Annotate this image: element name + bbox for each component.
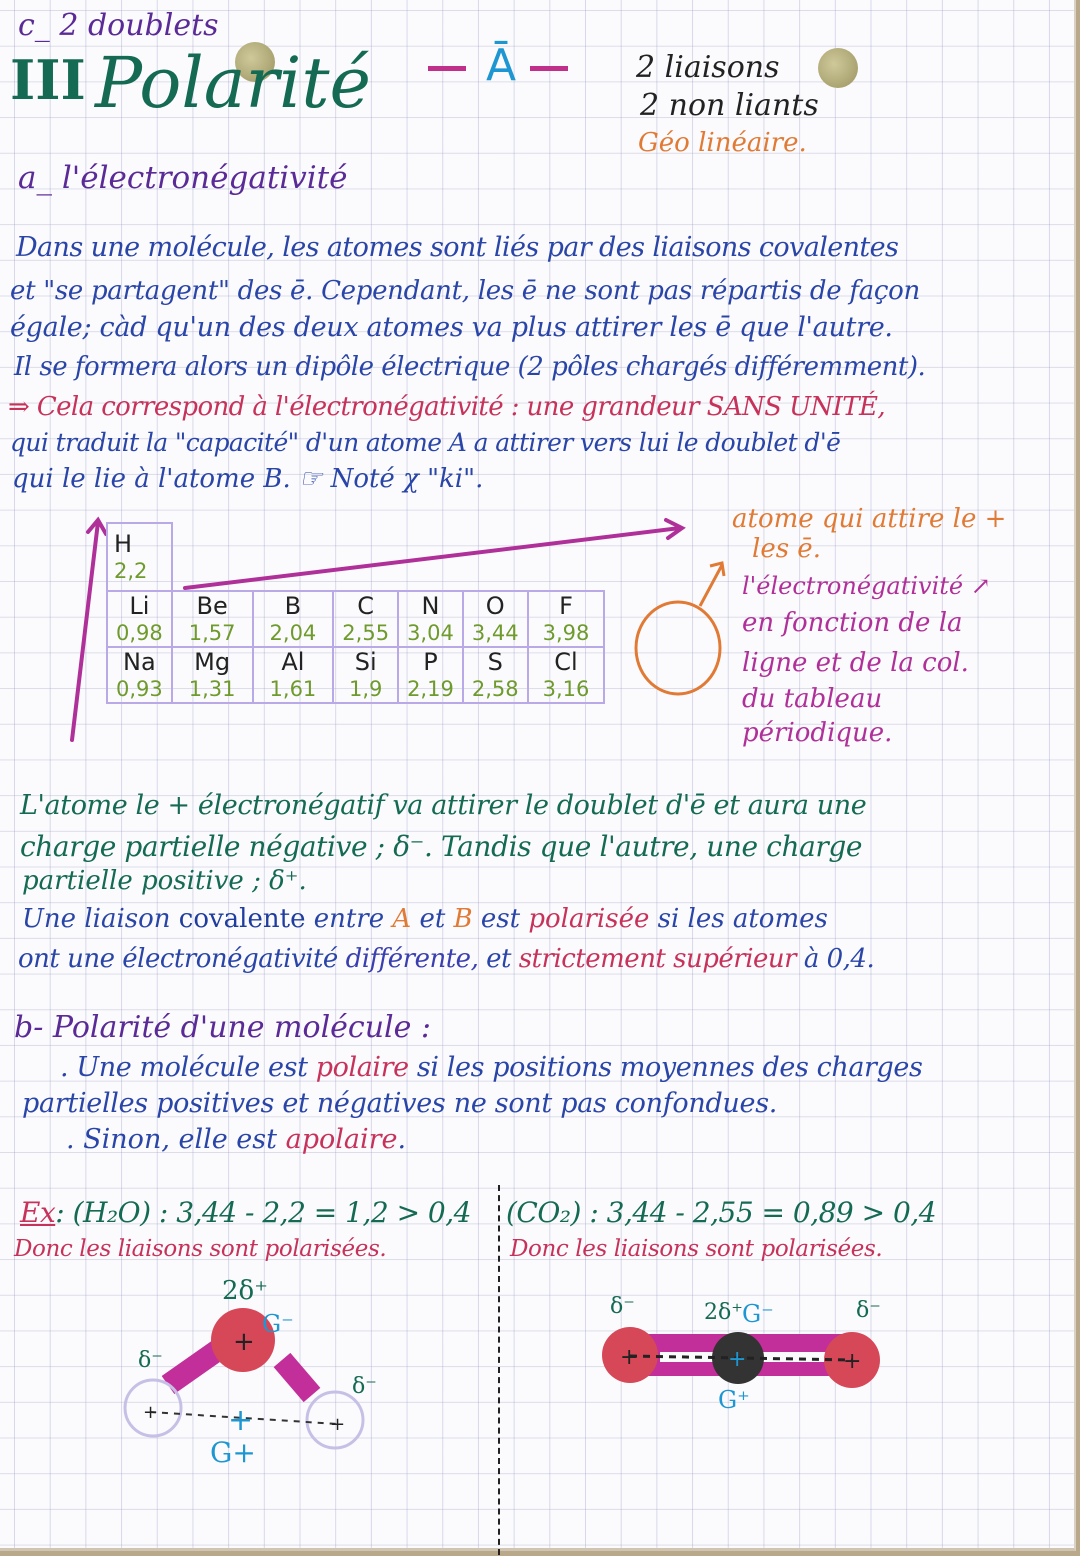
lewis-symbol: Ā — [486, 40, 517, 91]
polarity-line-1: . Une molécule est polaire si les positions moyennes des charges — [60, 1052, 923, 1083]
co2-right-charge: δ⁻ — [856, 1298, 881, 1323]
svg-text:+: + — [330, 1414, 346, 1435]
side-note-orange-1: atome qui attire le + — [732, 504, 1007, 534]
subsection-b-title: b- Polarité d'une molécule : — [14, 1010, 432, 1045]
h2o-g-minus: G⁻ — [262, 1310, 294, 1338]
h2o-g-plus: G+ — [210, 1436, 256, 1469]
co2-left-charge: δ⁻ — [610, 1294, 635, 1319]
example-h2o-formula: Ex: (H₂O) : 3,44 - 2,2 = 1,2 > 0,4 — [20, 1196, 471, 1229]
example-co2-conclusion: Donc les liaisons sont polarisées. — [510, 1236, 883, 1262]
element-cell-B: B 2,04 — [253, 591, 334, 647]
svg-text:+: + — [843, 1349, 862, 1374]
para3-line-1: Une liaison covalente entre A et B est polarisée si les atomes — [22, 904, 828, 934]
para-line-7: qui le lie à l'atome B. ☞ Noté χ "ki". — [12, 464, 484, 494]
svg-text:+: + — [233, 1327, 255, 1357]
para-line-6: qui traduit la "capacité" d'un atome A a attirer vers lui le doublet d'ē — [10, 428, 841, 457]
para-line-4: Il se formera alors un dipôle électrique (2 pôles chargés différemment). — [14, 352, 926, 382]
h2o-center-charge: 2δ⁺ — [222, 1276, 268, 1306]
side-note-magenta-5: périodique. — [742, 718, 893, 748]
para-line-3: égale; càd qu'un des deux atomes va plus attirer les ē que l'autre. — [10, 312, 893, 343]
svg-text:+: + — [228, 1403, 254, 1438]
side-note-magenta-3: ligne et de la col. — [742, 648, 969, 678]
side-note-magenta-4: du tableau — [742, 684, 883, 714]
element-cell-O: O 3,44 — [463, 591, 528, 647]
co2-g-minus: G⁻ — [742, 1300, 774, 1328]
example-co2-formula: (CO₂) : 3,44 - 2,55 = 0,89 > 0,4 — [506, 1196, 937, 1229]
side-note-magenta-2: en fonction de la — [742, 608, 963, 638]
svg-text:+: + — [620, 1345, 639, 1370]
co2-center-charge: 2δ⁺ — [704, 1300, 743, 1325]
element-cell-Li: Li 0,98 — [107, 591, 172, 647]
subsection-a-title: a_ l'électronégativité — [18, 160, 348, 196]
element-cell-F: F 3,98 — [528, 591, 605, 647]
para3-line-2: ont une électronégativité différente, et strictement supérieur à 0,4. — [18, 944, 875, 974]
element-cell-Si: Si 1,9 — [333, 647, 398, 703]
para2-line-2: charge partielle négative ; δ⁻. Tandis que l'autre, une charge — [20, 830, 863, 863]
svg-text:+: + — [728, 1347, 747, 1372]
element-cell-S: S 2,58 — [463, 647, 528, 703]
element-cell-C: C 2,55 — [333, 591, 398, 647]
co2-g-plus: G⁺ — [718, 1386, 750, 1414]
element-cell-H: H 2,2 — [107, 523, 172, 591]
polarity-line-3: . Sinon, elle est apolaire. — [66, 1124, 407, 1155]
para-line-2: et "se partagent" des ē. Cependant, les ē ne sont pas répartis de façon — [10, 276, 920, 306]
svg-text:+: + — [143, 1402, 159, 1423]
para-line-1: Dans une molécule, les atomes sont liés par des liaisons covalentes — [16, 232, 899, 263]
element-cell-Na: Na 0,93 — [107, 647, 172, 703]
h2o-left-charge: δ⁻ — [138, 1348, 163, 1373]
previous-item-heading: c_ 2 doublets — [18, 8, 219, 43]
para2-line-1: L'atome le + électronégatif va attirer le doublet d'ē et aura une — [20, 790, 867, 821]
element-cell-Cl: Cl 3,16 — [528, 647, 605, 703]
polarity-line-2: partielles positives et négatives ne sont pas confondues. — [22, 1088, 778, 1119]
para2-line-3: partielle positive ; δ⁺. — [22, 866, 307, 896]
lewis-note-1: 2 liaisons — [636, 50, 780, 85]
element-cell-P: P 2,19 — [398, 647, 463, 703]
geometry-note: Géo linéaire. — [638, 128, 807, 158]
side-note-orange-2: les ē. — [752, 534, 821, 564]
element-cell-Mg: Mg 1,31 — [172, 647, 253, 703]
example-h2o-conclusion: Donc les liaisons sont polarisées. — [14, 1236, 387, 1262]
para-line-5: ⇒ Cela correspond à l'électronégativité : une grandeur SANS UNITÉ, — [8, 392, 886, 422]
side-note-magenta-1: l'électronégativité ↗ — [742, 572, 991, 600]
section-number: III — [10, 48, 86, 112]
element-cell-N: N 3,04 — [398, 591, 463, 647]
element-cell-Al: Al 1,61 — [253, 647, 334, 703]
lewis-note-2: 2 non liants — [640, 88, 819, 123]
element-cell-Be: Be 1,57 — [172, 591, 253, 647]
h2o-right-charge: δ⁻ — [352, 1374, 377, 1399]
section-title: Polarité — [95, 42, 371, 124]
